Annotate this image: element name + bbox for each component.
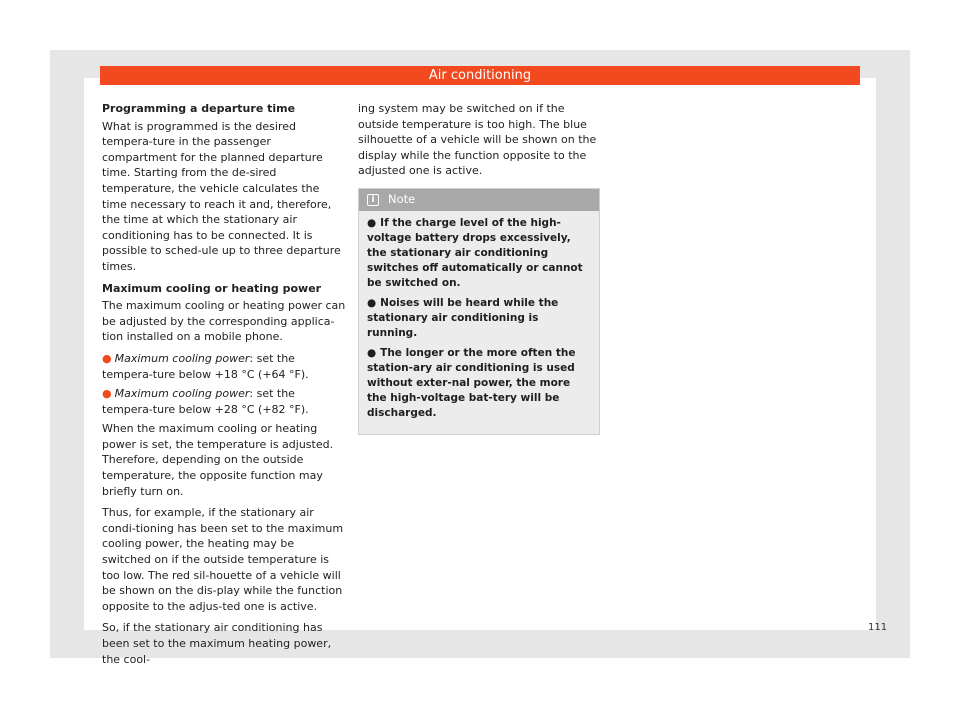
paragraph-departure-time: What is programmed is the desired tempera-ture in the passenger compartment for the planned departure time. Starting from the de-sired temperature, the vehicle calculates the time necessary to reach it and, therefore, the time at which the stationary air conditioning has to be connected. It is possible to sched-ule up to three departure times. xyxy=(102,119,341,273)
bullet-icon: ● xyxy=(367,296,377,309)
note-item xyxy=(367,296,591,341)
bullet-label: Maximum cooling power xyxy=(114,387,250,401)
note-item-text: The longer or the more often the station-ary air conditioning is used without exter-nal power, the more the high-voltage bat-tery will be discharged. xyxy=(367,346,576,419)
heading-max-power: Maximum cooling or heating power xyxy=(102,281,322,295)
note-body xyxy=(359,211,599,434)
note-header xyxy=(359,189,599,211)
bullet-icon: ● xyxy=(102,351,112,365)
heading-departure-time: Programming a departure time xyxy=(102,102,296,115)
page-number: 111 xyxy=(868,622,888,633)
bullet-text: : set the tempera-ture below +28 °C (+82 °F). xyxy=(102,387,309,416)
note-item-text: If the charge level of the high-voltage battery drops excessively, the stationary air conditioning switches off automatically or cannot be switched on. xyxy=(367,216,583,289)
bullet-icon: ● xyxy=(367,346,377,359)
bullet-label: Maximum cooling power xyxy=(114,351,250,365)
bullet-item-heating xyxy=(102,386,346,417)
middle-column xyxy=(358,101,604,435)
section-title: Air conditioning xyxy=(428,68,532,83)
bullet-icon: ● xyxy=(102,387,112,401)
note-item-text: Noises will be heard while the stationary air conditioning is running. xyxy=(367,296,559,339)
left-column xyxy=(102,101,346,673)
paragraph-heating-power: So, if the stationary air conditioning has been set to the maximum heating power, the cool- xyxy=(102,621,332,666)
paragraph-max-power: The maximum cooling or heating power can be adjusted by the corresponding applica-tion installed on a mobile phone. xyxy=(102,299,346,344)
info-icon: i xyxy=(367,194,379,206)
section-header-band xyxy=(100,66,860,85)
bullet-item-cooling xyxy=(102,351,346,382)
note-title: Note xyxy=(388,192,416,207)
note-box xyxy=(358,188,600,435)
note-item xyxy=(367,346,591,421)
note-item xyxy=(367,216,591,291)
paragraph-red-silhouette: Thus, for example, if the stationary air condi-tioning has been set to the maximum cooling power, the heating may be switched on if the outside temperature is too low. The red sil-houette of a vehicle will be shown on the dis-play while the function opposite to the adjus-ted one is active. xyxy=(102,506,344,613)
paragraph-adjustment: When the maximum cooling or heating power is set, the temperature is adjusted. Therefore, depending on the outside temperature, the opposite function may briefly turn on. xyxy=(102,422,334,498)
bullet-icon: ● xyxy=(367,216,377,229)
paragraph-blue-silhouette: ing system may be switched on if the outside temperature is too high. The blue silhouette of a vehicle will be shown on the display while the function opposite to the adjusted one is active. xyxy=(358,102,597,178)
bullet-text: : set the tempera-ture below +18 °C (+64 °F). xyxy=(102,351,309,381)
